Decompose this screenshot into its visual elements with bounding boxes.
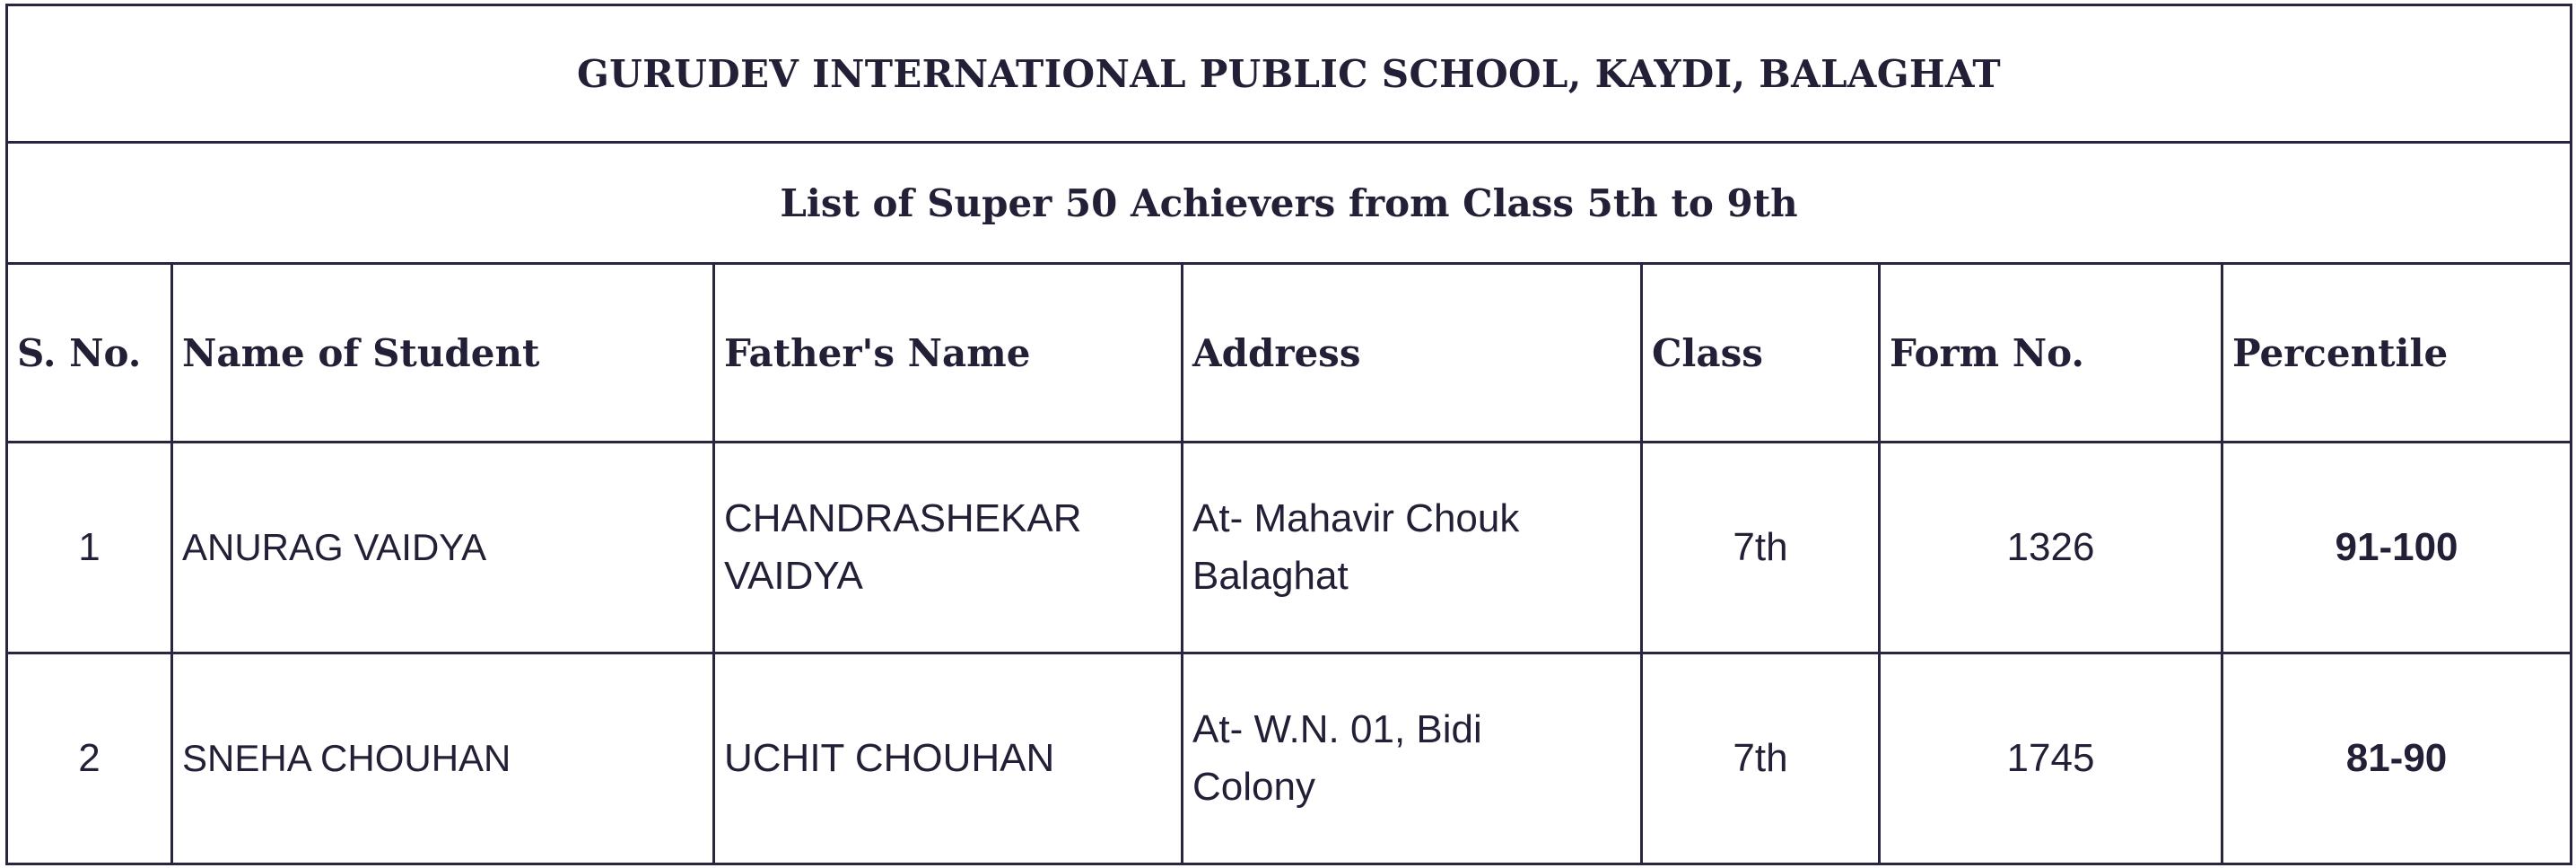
cell-father-name bbox=[714, 653, 1183, 864]
achievers-table bbox=[5, 4, 2572, 865]
table-row bbox=[7, 443, 2572, 653]
title-row bbox=[7, 5, 2572, 143]
cell-address bbox=[1183, 653, 1642, 864]
header-row bbox=[7, 264, 2572, 443]
header-percentile: Percentile bbox=[2222, 264, 2572, 443]
father-name-line: VAIDYA bbox=[724, 554, 863, 598]
table-row bbox=[7, 653, 2572, 864]
header-form-no: Form No. bbox=[1880, 264, 2222, 443]
list-subtitle: List of Super 50 Achievers from Class 5th to 9th bbox=[7, 143, 2572, 264]
cell-class: 7th bbox=[1642, 443, 1880, 653]
cell-address bbox=[1183, 443, 1642, 653]
cell-student-name bbox=[172, 653, 714, 864]
address-line: At- Mahavir Chouk bbox=[1192, 496, 1520, 541]
cell-percentile: 91-100 bbox=[2222, 443, 2572, 653]
cell-form-no: 1745 bbox=[1880, 653, 2222, 864]
cell-sno: 2 bbox=[7, 653, 172, 864]
cell-form-no: 1326 bbox=[1880, 443, 2222, 653]
cell-sno: 1 bbox=[7, 443, 172, 653]
header-class: Class bbox=[1642, 264, 1880, 443]
father-name-line: CHANDRASHEKAR bbox=[724, 496, 1082, 541]
header-name: Name of Student bbox=[172, 264, 714, 443]
header-address: Address bbox=[1183, 264, 1642, 443]
header-father: Father's Name bbox=[714, 264, 1183, 443]
address-line: Colony bbox=[1192, 765, 1315, 809]
header-sno: S. No. bbox=[7, 264, 172, 443]
subtitle-row bbox=[7, 143, 2572, 264]
cell-class: 7th bbox=[1642, 653, 1880, 864]
cell-father-name bbox=[714, 443, 1183, 653]
cell-percentile: 81-90 bbox=[2222, 653, 2572, 864]
school-title: GURUDEV INTERNATIONAL PUBLIC SCHOOL, KAYDI, BALAGHAT bbox=[7, 5, 2572, 143]
address-line: At- W.N. 01, Bidi bbox=[1192, 707, 1482, 752]
cell-student-name bbox=[172, 443, 714, 653]
student-name-text: ANURAG VAIDYA bbox=[182, 526, 487, 569]
address-line: Balaghat bbox=[1192, 554, 1349, 598]
achievers-document bbox=[5, 4, 2570, 862]
student-name-text: SNEHA CHOUHAN bbox=[182, 737, 511, 780]
father-name-line: UCHIT CHOUHAN bbox=[724, 736, 1055, 781]
